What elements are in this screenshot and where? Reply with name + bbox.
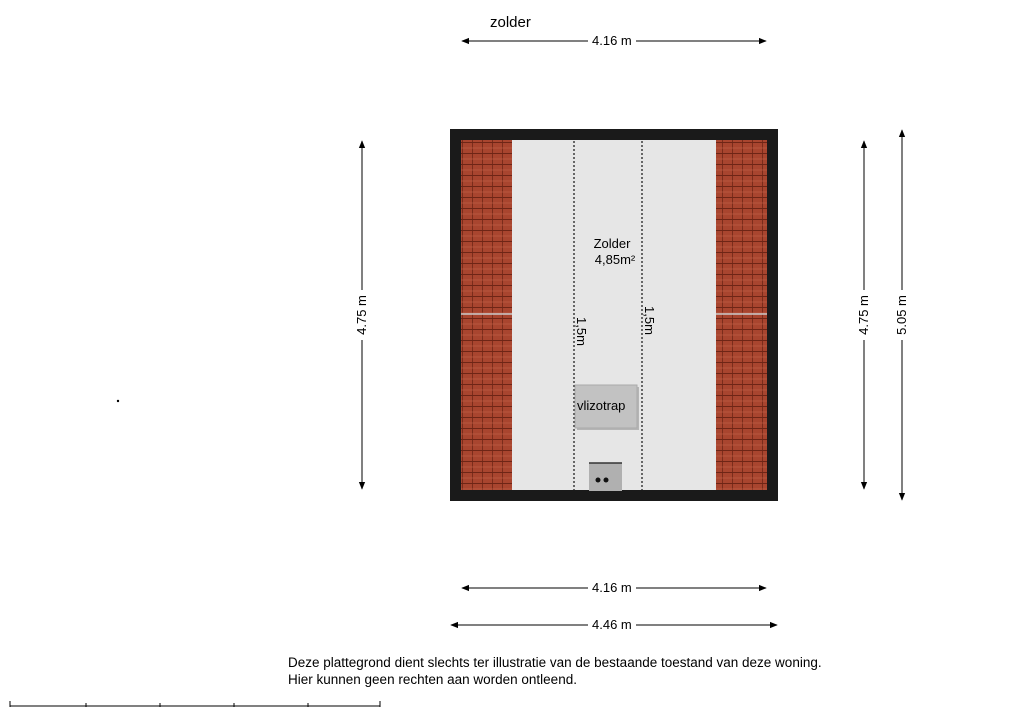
dim-label-bottom-inner: 4.16 m (588, 581, 636, 595)
dim-label-top: 4.16 m (588, 34, 636, 48)
disclaimer-line-2: Hier kunnen geen rechten aan worden ontleend. (288, 672, 577, 687)
dim-label-left: 4.75 m (355, 290, 369, 340)
scale-bar (10, 701, 380, 707)
roof-slope-right (716, 140, 767, 490)
dim-label-right-inner: 4.75 m (857, 290, 871, 340)
roof-slope-left (461, 140, 512, 490)
disclaimer (288, 654, 822, 688)
vent-body (589, 463, 622, 491)
dim-label-bottom-outer: 4.46 m (588, 618, 636, 632)
headroom-label-left: 1,5m (574, 317, 589, 346)
room-label (580, 236, 644, 268)
vent-hole-right (604, 478, 609, 483)
floor-title: zolder (490, 14, 531, 31)
headroom-label-right: 1,5m (642, 306, 657, 335)
room-area: 4,85m² (594, 252, 636, 267)
room-name: Zolder (593, 236, 631, 251)
vent-hole-left (596, 478, 601, 483)
stray-dot (117, 400, 119, 402)
hatch-label: vlizotrap (577, 398, 626, 413)
dim-label-right-outer: 5.05 m (895, 290, 909, 340)
disclaimer-line-1: Deze plattegrond dient slechts ter illustratie van de bestaande toestand van deze woning. (288, 655, 822, 670)
